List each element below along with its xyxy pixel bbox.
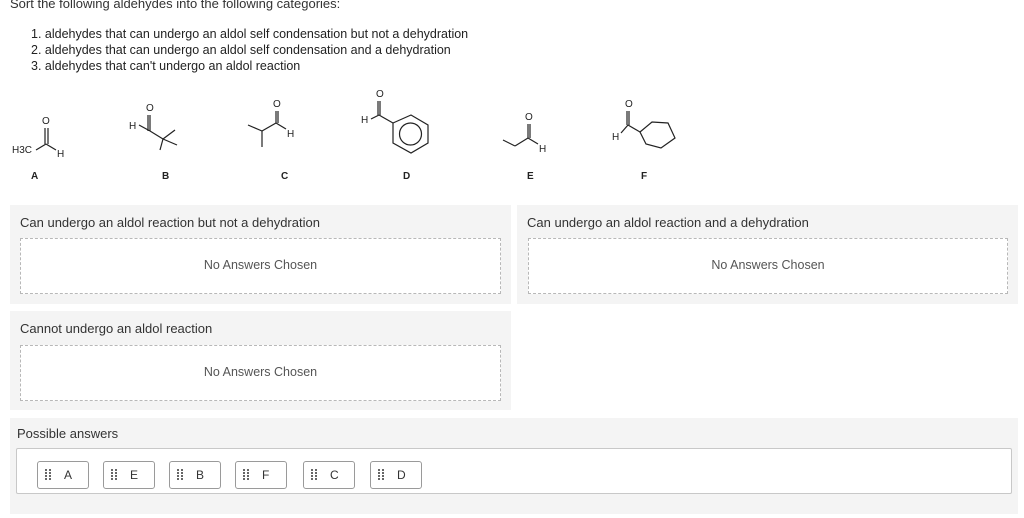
methyl-group: H3C bbox=[12, 145, 33, 156]
molecule-label: D bbox=[403, 171, 411, 182]
chip-label: F bbox=[262, 468, 270, 482]
chip-label: A bbox=[64, 468, 73, 482]
oxygen-atom: O bbox=[376, 89, 384, 100]
answer-pool-box[interactable] bbox=[16, 448, 1012, 494]
bin-title: Can undergo an aldol reaction but not a dehydration bbox=[20, 215, 320, 230]
molecule-b-structure bbox=[115, 95, 205, 165]
answer-chip-d[interactable] bbox=[370, 461, 422, 489]
empty-placeholder: No Answers Chosen bbox=[711, 258, 825, 272]
hydrogen-atom: H bbox=[129, 121, 137, 132]
molecule-label: E bbox=[527, 171, 534, 182]
drop-zone[interactable] bbox=[20, 345, 501, 401]
bin-no-aldol bbox=[10, 311, 511, 410]
molecule-c bbox=[236, 90, 326, 190]
chip-label: B bbox=[196, 468, 205, 482]
bin-title: Can undergo an aldol reaction and a dehydration bbox=[527, 215, 809, 230]
criterion-2: 2. aldehydes that can undergo an aldol self condensation and a dehydration bbox=[31, 43, 451, 57]
molecule-e-structure bbox=[495, 100, 575, 170]
answer-chip-b[interactable] bbox=[169, 461, 221, 489]
chip-label: C bbox=[330, 468, 339, 482]
drag-handle-icon bbox=[111, 469, 117, 481]
molecule-d bbox=[355, 85, 455, 190]
molecule-a bbox=[0, 90, 80, 190]
molecule-c-structure bbox=[236, 95, 326, 165]
oxygen-atom: O bbox=[146, 103, 154, 114]
answer-chip-e[interactable] bbox=[103, 461, 155, 489]
drop-zone[interactable] bbox=[528, 238, 1008, 294]
possible-answers-pool bbox=[10, 418, 1018, 514]
oxygen-atom: O bbox=[625, 99, 633, 110]
oxygen-atom: O bbox=[42, 116, 50, 127]
empty-placeholder: No Answers Chosen bbox=[203, 365, 318, 379]
chip-label: E bbox=[130, 468, 139, 482]
answer-chip-f[interactable] bbox=[235, 461, 287, 489]
drag-handle-icon bbox=[311, 469, 317, 481]
answer-chip-c[interactable] bbox=[303, 461, 355, 489]
oxygen-atom: O bbox=[273, 99, 281, 110]
hydrogen-atom: H bbox=[612, 132, 620, 143]
pool-title: Possible answers bbox=[17, 426, 119, 441]
molecule-label: A bbox=[31, 171, 39, 182]
drag-handle-icon bbox=[378, 469, 384, 481]
drag-handle-icon bbox=[243, 469, 249, 481]
drop-zone[interactable] bbox=[20, 238, 501, 294]
molecule-b bbox=[115, 90, 205, 190]
hydrogen-atom: H bbox=[57, 149, 65, 160]
chip-label: D bbox=[397, 468, 406, 482]
bin-aldol-no-dehydration bbox=[10, 205, 511, 304]
drag-handle-icon bbox=[45, 469, 51, 481]
hydrogen-atom: H bbox=[287, 129, 295, 140]
answer-chip-a[interactable] bbox=[37, 461, 89, 489]
molecule-e bbox=[495, 90, 575, 190]
criterion-1: 1. aldehydes that can undergo an aldol self condensation but not a dehydration bbox=[31, 27, 469, 41]
molecule-label: F bbox=[641, 171, 648, 182]
criteria-list bbox=[31, 26, 468, 74]
molecule-d-structure bbox=[355, 85, 455, 165]
empty-placeholder: No Answers Chosen bbox=[203, 258, 318, 272]
drag-handle-icon bbox=[177, 469, 183, 481]
hydrogen-atom: H bbox=[539, 144, 547, 155]
bin-aldol-and-dehydration bbox=[517, 205, 1018, 304]
molecule-label: C bbox=[281, 171, 289, 182]
question-prompt: Sort the following aldehydes into the following categories: bbox=[10, 0, 341, 11]
oxygen-atom: O bbox=[525, 112, 533, 123]
molecule-f bbox=[605, 90, 695, 190]
hydrogen-atom: H bbox=[361, 115, 369, 126]
molecule-label: B bbox=[162, 171, 170, 182]
criterion-3: 3. aldehydes that can't undergo an aldol reaction bbox=[31, 59, 301, 73]
molecule-a-structure bbox=[0, 105, 80, 175]
bin-title: Cannot undergo an aldol reaction bbox=[20, 321, 213, 336]
molecule-f-structure bbox=[605, 95, 695, 165]
